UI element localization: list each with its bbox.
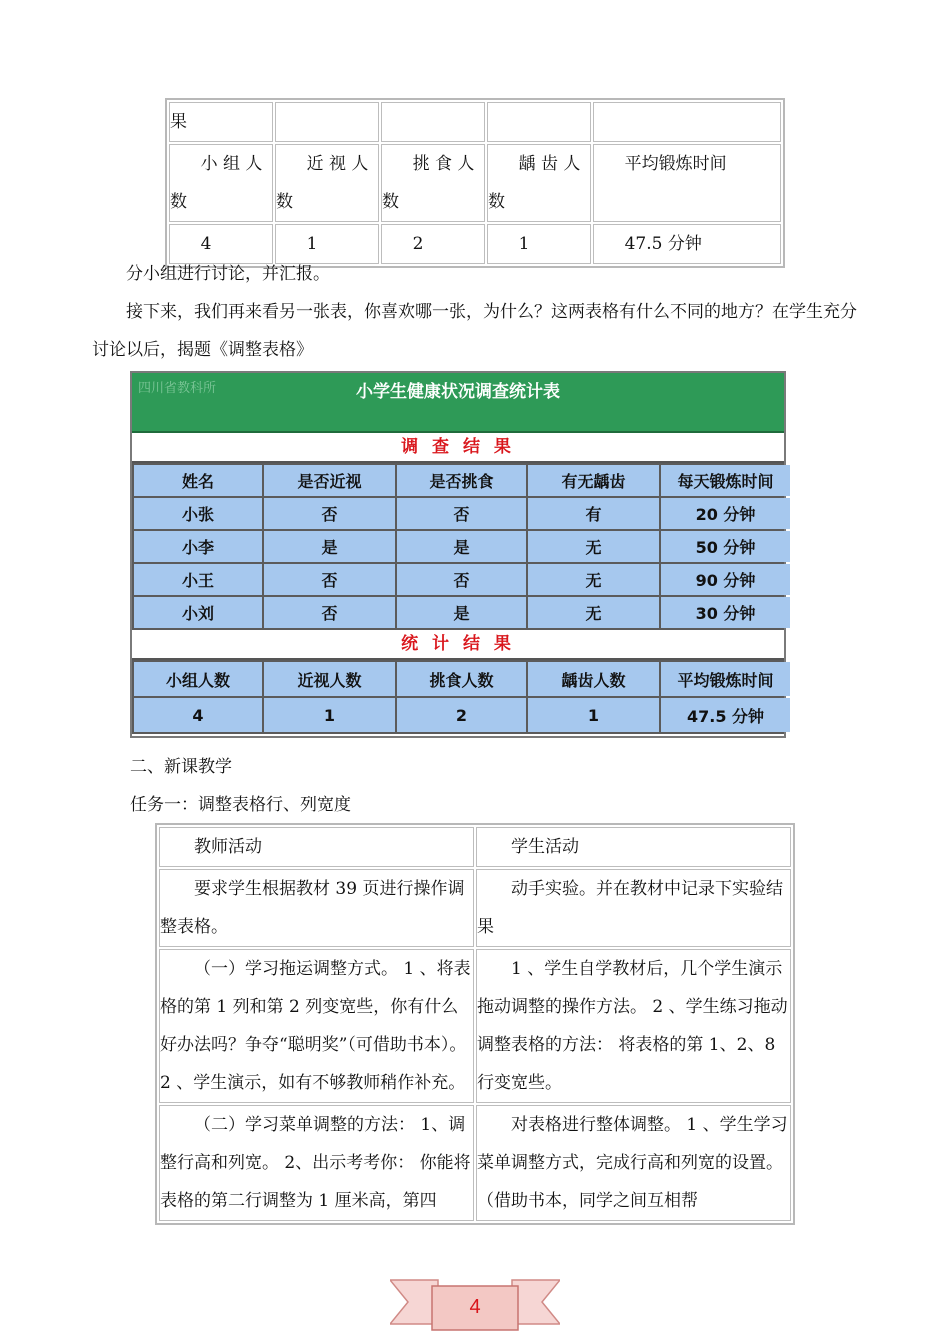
table-cell: （一）学习拖运调整方式。 1 、将表格的第 1 列和第 2 列变宽些，你有什么好办法吗？争夺“聪明奖”（可借助书本）。 2 、学生演示，如有不够教师稍作补充。 bbox=[159, 949, 474, 1103]
table-cell: 无 bbox=[528, 564, 659, 595]
table-cell: 是 bbox=[397, 597, 526, 628]
activity-table bbox=[155, 823, 795, 1225]
table-cell: 对表格进行整体调整。 1 、学生学习菜单调整方式，完成行高和列宽的设置。（借助书本，同学之间互相帮 bbox=[476, 1105, 791, 1221]
heading-task-one: 任务一：调整表格行、列宽度 bbox=[130, 795, 351, 815]
page-number-ribbon bbox=[390, 1272, 560, 1338]
table-cell: 1 bbox=[528, 698, 659, 732]
column-header: 每天锻炼时间 bbox=[661, 465, 790, 496]
table-cell bbox=[593, 102, 781, 142]
table-cell: 小王 bbox=[134, 564, 262, 595]
paragraph-compare: 接下来，我们再来看另一张表，你喜欢哪一张，为什么？这两表格有什么不同的地方？在学生充分讨论以后，揭题《调整表格》 bbox=[92, 302, 857, 360]
heading-new-lesson: 二、新课教学 bbox=[130, 757, 232, 777]
table-cell bbox=[487, 102, 591, 142]
body-text bbox=[92, 255, 862, 369]
table-cell: 动手实验。并在教材中记录下实验结果 bbox=[476, 869, 791, 947]
section-headings bbox=[130, 748, 351, 824]
stat-grid bbox=[132, 660, 784, 734]
column-header: 近视人数 bbox=[264, 662, 395, 696]
table-cell: 否 bbox=[397, 498, 526, 529]
table-cell: 1 、学生自学教材后，几个学生演示拖动调整的操作方法。 2 、学生练习拖动调整表格的方法： 将表格的第 1、2、8 行变宽些。 bbox=[476, 949, 791, 1103]
table-cell: 2 bbox=[381, 224, 485, 264]
table-cell: 否 bbox=[264, 564, 395, 595]
table-cell: 30 分钟 bbox=[661, 597, 790, 628]
column-header: 小组人数 bbox=[134, 662, 262, 696]
table-cell: 小李 bbox=[134, 531, 262, 562]
table-cell: 1 bbox=[487, 224, 591, 264]
column-header: 是否近视 bbox=[264, 465, 395, 496]
section-stat-results: 统 计 结 果 bbox=[132, 630, 784, 660]
table-cell: 47.5 分钟 bbox=[661, 698, 790, 732]
table-cell: 50 分钟 bbox=[661, 531, 790, 562]
health-survey-table-image bbox=[130, 371, 786, 738]
table-header-cell: 平均锻炼时间 bbox=[593, 144, 781, 222]
table-cell: 否 bbox=[397, 564, 526, 595]
table-header-cell: 挑 食 人数 bbox=[381, 144, 485, 222]
table-cell: 是 bbox=[397, 531, 526, 562]
table-cell: 要求学生根据教材 39 页进行操作调整表格。 bbox=[159, 869, 474, 947]
table-cell: 2 bbox=[397, 698, 526, 732]
top-stats-table bbox=[165, 98, 785, 268]
table-cell: 是 bbox=[264, 531, 395, 562]
table-cell: 90 分钟 bbox=[661, 564, 790, 595]
section-survey-results: 调 查 结 果 bbox=[132, 433, 784, 463]
table-cell: 果 bbox=[169, 102, 273, 142]
table-cell: 20 分钟 bbox=[661, 498, 790, 529]
table-cell: 小张 bbox=[134, 498, 262, 529]
table-title: 小学生健康状况调查统计表 bbox=[356, 382, 560, 402]
table-cell: 否 bbox=[264, 597, 395, 628]
paragraph-discussion: 分小组进行讨论，并汇报。 bbox=[126, 264, 330, 284]
table-header-cell: 近 视 人数 bbox=[275, 144, 379, 222]
table-cell bbox=[275, 102, 379, 142]
table-cell: 无 bbox=[528, 597, 659, 628]
column-header: 是否挑食 bbox=[397, 465, 526, 496]
table-cell: 无 bbox=[528, 531, 659, 562]
table-header-cell: 教师活动 bbox=[159, 827, 474, 867]
column-header: 有无龋齿 bbox=[528, 465, 659, 496]
table-cell: 4 bbox=[169, 224, 273, 264]
table-header-cell: 龋 齿 人数 bbox=[487, 144, 591, 222]
column-header: 平均锻炼时间 bbox=[661, 662, 790, 696]
table-cell bbox=[381, 102, 485, 142]
table-header-cell: 学生活动 bbox=[476, 827, 791, 867]
table-cell: 有 bbox=[528, 498, 659, 529]
column-header: 姓名 bbox=[134, 465, 262, 496]
table-cell: 4 bbox=[134, 698, 262, 732]
table-cell: 1 bbox=[275, 224, 379, 264]
column-header: 龋齿人数 bbox=[528, 662, 659, 696]
table-cell: 47.5 分钟 bbox=[593, 224, 781, 264]
column-header: 挑食人数 bbox=[397, 662, 526, 696]
table-title-bar bbox=[132, 373, 784, 433]
table-cell: 否 bbox=[264, 498, 395, 529]
table-cell: 1 bbox=[264, 698, 395, 732]
watermark: 四川省教科所 bbox=[138, 381, 217, 396]
table-cell: 小刘 bbox=[134, 597, 262, 628]
table-cell: （二）学习菜单调整的方法： 1、调整行高和列宽。 2、出示考考你： 你能将表格的第二行调整为 1 厘米高，第四 bbox=[159, 1105, 474, 1221]
page-number: 4 bbox=[469, 1296, 481, 1318]
table-header-cell: 小 组 人数 bbox=[169, 144, 273, 222]
survey-grid bbox=[132, 463, 784, 630]
